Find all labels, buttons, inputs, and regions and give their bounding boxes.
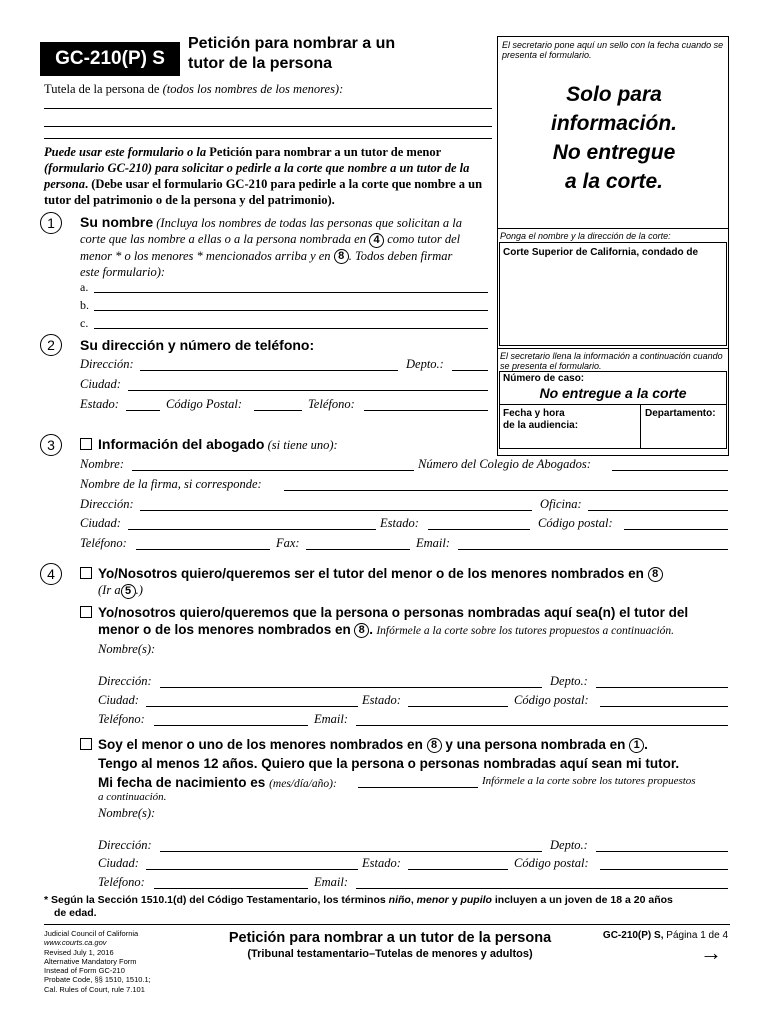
- section-4-number: 4: [40, 563, 62, 585]
- attorney-zip-field[interactable]: [624, 529, 728, 530]
- option-3-note: Infórmele a la corte sobre los tutores propuestos: [482, 775, 696, 787]
- option-1-checkbox[interactable]: [80, 567, 92, 579]
- guardian2-apt-label: Depto.:: [550, 838, 588, 852]
- guardian2-city-label: Ciudad:: [98, 856, 139, 870]
- guardian2-address-field[interactable]: [160, 851, 542, 852]
- bar-number-field[interactable]: [612, 470, 728, 471]
- option-3-text: Soy el menor o uno de los menores nombrados en 8 y una persona nombrada en 1 . Tengo al menos 12 años. Quiero que la persona o personas nombradas aquí sean mi tutor. Mi fecha de nacimiento es (mes/día/año):: [80, 735, 730, 794]
- guardian-city-label: Ciudad:: [98, 693, 139, 707]
- fax-field[interactable]: [306, 549, 410, 550]
- attorney-name-field[interactable]: [132, 470, 414, 471]
- zip-label: Código Postal:: [166, 397, 243, 411]
- guardian2-phone-label: Teléfono:: [98, 875, 145, 889]
- address-label: Dirección:: [80, 357, 134, 371]
- intro-paragraph: Puede usar este formulario o la Petición para nombrar a un tutor de menor (formulario GC-210) para solicitar o pedirle a la corte que nombre a un tutor de la persona. (Debe usar el formulario GC-210 para pedirle a la corte que nombre a un tutor del patrimonio o de la persona y del patrimonio).: [44, 145, 483, 207]
- guardian2-zip-label: Código postal:: [514, 856, 589, 870]
- attorney-checkbox[interactable]: [80, 438, 92, 450]
- option-3-checkbox[interactable]: [80, 738, 92, 750]
- hearing-label: Fecha y hora de la audiencia:: [503, 408, 579, 431]
- apt-label: Depto.:: [406, 357, 444, 371]
- guardian-city-field[interactable]: [146, 706, 358, 707]
- petitioner-c-label: c.: [80, 316, 89, 330]
- court-note: Ponga el nombre y la dirección de la corte:: [500, 231, 671, 241]
- footnote: * Según la Sección 1510.1(d) del Código Testamentario, los términos niño, menor y pupilo incluyen a un joven de 18 a 20 años de edad.: [44, 894, 673, 919]
- attorney-state-label: Estado:: [380, 516, 419, 530]
- guardianship-caption: Tutela de la persona de (todos los nombres de los menores):: [44, 82, 344, 96]
- footer-left: Judicial Council of California www.courts.ca.gov Revised July 1, 2016 Alternative Mandatory Form Instead of Form GC-210 Probate Code, §§ 1510, 1510.1; Cal. Rules of Court, rule 7.101: [44, 929, 151, 994]
- minor-name-line-3[interactable]: [44, 138, 492, 139]
- attorney-city-field[interactable]: [128, 529, 376, 530]
- guardian2-email-field[interactable]: [356, 888, 728, 889]
- email-label: Email:: [416, 536, 451, 550]
- footer-title: Petición para nombrar a un tutor de la persona (Tribunal testamentario–Tutelas de menores y adultos): [228, 930, 552, 960]
- petitioner-b-field[interactable]: [94, 310, 488, 311]
- case-number-label: Número de caso:: [503, 373, 585, 384]
- office-field[interactable]: [588, 510, 728, 511]
- petitioner-b-label: b.: [80, 298, 89, 312]
- form-title: Petición para nombrar a un tutor de la persona: [188, 35, 396, 72]
- state-field[interactable]: [126, 410, 160, 411]
- court-name-label: Corte Superior de California, condado de: [503, 247, 699, 258]
- option-1-goto: (Ir a 5 .): [98, 583, 143, 597]
- petitioner-a-field[interactable]: [94, 292, 488, 293]
- zip-field[interactable]: [254, 410, 302, 411]
- fax-label: Fax:: [276, 536, 300, 550]
- apt-field[interactable]: [452, 370, 488, 371]
- guardian-apt-label: Depto.:: [550, 674, 588, 688]
- petitioner-a-label: a.: [80, 280, 89, 294]
- attorney-city-label: Ciudad:: [80, 516, 121, 530]
- birthdate-field[interactable]: [358, 787, 478, 788]
- city-field[interactable]: [128, 390, 488, 391]
- footer-rule: [44, 924, 730, 925]
- option-1-text: Yo/Nosotros quiero/queremos ser el tutor del menor o de los menores nombrados en 8: [80, 566, 663, 582]
- minor-name-line-1[interactable]: [44, 108, 492, 109]
- section-2-title: Su dirección y número de teléfono:: [80, 337, 315, 353]
- proposed-names-label-2: Nombre(s):: [98, 806, 156, 820]
- guardian-state-field[interactable]: [408, 706, 508, 707]
- stamp-note: El secretario pone aquí un sello con la fecha cuando se presenta el formulario.: [502, 40, 724, 60]
- case-number-value: No entregue a la corte: [539, 385, 687, 401]
- guardian2-apt-field[interactable]: [596, 851, 728, 852]
- section-3-title: Información del abogado (si tiene uno):: [80, 436, 338, 453]
- guardian-email-label: Email:: [314, 712, 349, 726]
- proposed-names-label: Nombre(s):: [98, 642, 156, 656]
- attorney-phone-field[interactable]: [136, 549, 270, 550]
- city-label: Ciudad:: [80, 377, 121, 391]
- guardian2-address-label: Dirección:: [98, 838, 152, 852]
- divider: [497, 228, 729, 229]
- guardian2-state-field[interactable]: [408, 869, 508, 870]
- section-1-number: 1: [40, 212, 62, 234]
- footer-page: GC-210(P) S, Página 1 de 4: [602, 930, 728, 941]
- state-label: Estado:: [80, 397, 119, 411]
- guardian-phone-label: Teléfono:: [98, 712, 145, 726]
- guardian-email-field[interactable]: [356, 725, 728, 726]
- guardian2-city-field[interactable]: [146, 869, 358, 870]
- attorney-state-field[interactable]: [428, 529, 530, 530]
- email-field[interactable]: [458, 549, 728, 550]
- minor-name-line-2[interactable]: [44, 126, 492, 127]
- guardian-zip-label: Código postal:: [514, 693, 589, 707]
- option-2-checkbox[interactable]: [80, 606, 92, 618]
- attorney-zip-label: Código postal:: [538, 516, 613, 530]
- section-1-text: Su nombre (Incluya los nombres de todas las personas que solicitan a la corte que las nombre a ellas o a la persona nombrada en 4 como tutor del menor * o los menores * mencionados arriba y en 8 . Todos deben firmar este formulario):: [80, 214, 463, 280]
- guardian2-phone-field[interactable]: [154, 888, 308, 889]
- guardian2-state-label: Estado:: [362, 856, 401, 870]
- option-2-text: Yo/nosotros quiero/queremos que la persona o personas nombradas aquí sea(n) el tutor del menor o de los menores nombrados en 8 . Infórmele a la corte sobre los tutores propuestos a continuación.: [80, 604, 730, 640]
- attorney-phone-label: Teléfono:: [80, 536, 127, 550]
- section-3-number: 3: [40, 434, 62, 456]
- phone-field[interactable]: [364, 410, 488, 411]
- form-number-badge: GC-210(P) S: [40, 42, 180, 76]
- guardian-state-label: Estado:: [362, 693, 401, 707]
- bar-number-label: Número del Colegio de Abogados:: [418, 457, 591, 471]
- next-page-arrow-icon[interactable]: →: [700, 940, 722, 965]
- guardian-address-label: Dirección:: [98, 674, 152, 688]
- guardian-apt-field[interactable]: [596, 687, 728, 688]
- guardian2-zip-field[interactable]: [600, 869, 728, 870]
- option-3-note-2: a continuación.: [98, 791, 167, 803]
- guardian2-email-label: Email:: [314, 875, 349, 889]
- section-2-number: 2: [40, 334, 62, 356]
- firm-field[interactable]: [284, 490, 728, 491]
- divider: [497, 348, 729, 349]
- attorney-address-label: Dirección:: [80, 497, 134, 511]
- dept-label: Departamento:: [645, 408, 716, 419]
- case-note: El secretario llena la información a continuación cuando se presenta el formulario.: [500, 351, 723, 371]
- firm-label: Nombre de la firma, si corresponde:: [80, 477, 262, 491]
- attorney-name-label: Nombre:: [80, 457, 124, 471]
- guardian-address-field[interactable]: [160, 687, 542, 688]
- office-label: Oficina:: [540, 497, 582, 511]
- guardian-zip-field[interactable]: [600, 706, 728, 707]
- guardian-phone-field[interactable]: [154, 725, 308, 726]
- attorney-address-field[interactable]: [140, 510, 532, 511]
- phone-label: Teléfono:: [308, 397, 355, 411]
- petitioner-c-field[interactable]: [94, 328, 488, 329]
- watermark-not-for-court: Solo para información. No entregue a la corte.: [550, 83, 677, 193]
- address-field[interactable]: [140, 370, 398, 371]
